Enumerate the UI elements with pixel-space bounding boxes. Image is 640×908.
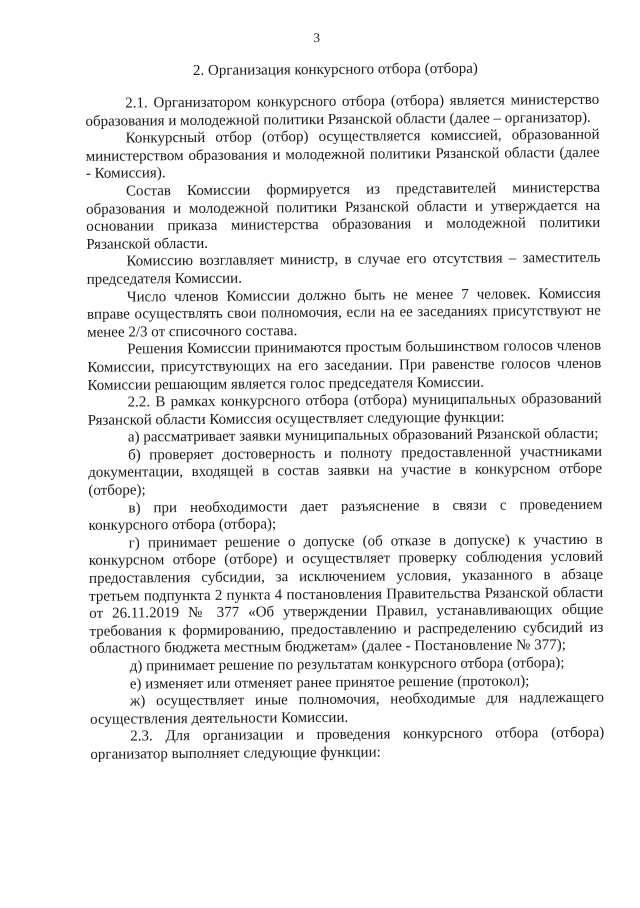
document-body bbox=[85, 92, 604, 765]
paragraph-commission-composition: Состав Комиссии формируется из представителей министерства образования и молодежной политики Рязанской области и утверждается на основании приказа министерства образования и молодежной политики Рязанской области. bbox=[86, 179, 601, 253]
list-item-e: е) изменяет или отменяет ранее принятое решение (протокол); bbox=[129, 672, 530, 693]
paragraph-commission-head: Комиссию возглавляет министр, в случае его отсутствия – заместитель председателя Комиссии. bbox=[86, 250, 601, 288]
paragraph-decisions: Решения Комиссии принимаются простым большинством голосов членов Комиссии, присутствующих на его заседании. При равенстве голосов членов Комиссии решающим является голос председателя Комиссии. bbox=[87, 338, 602, 394]
paragraph-members-count: Число членов Комиссии должно быть не менее 7 человек. Комиссия вправе осуществлять свои полномочия, если на ее заседаниях присутствуют не менее 2/3 от списочного состава. bbox=[86, 285, 601, 341]
paragraph-commission-formed: Конкурсный отбор (отбор) осуществляется комиссией, образованной министерством образования и молодежной политики Рязанской области (далее - Комиссия). bbox=[85, 126, 600, 183]
list-item-zh: ж) осуществляет иные полномочия, необходимые для надлежащего осуществления деятельности Комиссии. bbox=[90, 689, 605, 728]
list-item-b: б) проверяет достоверность и полноту предоставленной участниками документации, входящей в состав заявки на участие в конкурсном отборе (отборе); bbox=[88, 443, 603, 499]
list-item-a: а) рассматривает заявки муниципальных образований Рязанской области; bbox=[127, 426, 599, 446]
list-item-d: д) принимает решение по результатам конкурсного отбора (отбора); bbox=[129, 655, 565, 675]
section-heading: 2. Организация конкурсного отбора (отбора) bbox=[192, 60, 478, 79]
paragraph-2-2: 2.2. В рамках конкурсного отбора (отбора) муниципальных образований Рязанской области Комиссия осуществляет следующие функции: bbox=[87, 390, 602, 429]
page-number: 3 bbox=[313, 29, 321, 46]
paragraph-2-1: 2.1. Организатором конкурсного отбора (отбора) является министерство образования и молодежной политики Рязанской области (далее – организатор). bbox=[85, 91, 600, 130]
list-item-g: г) принимает решение о допуске (об отказе в допуске) к участию в конкурсном отборе (отборе) и осуществляет проверку соблюдения условий предоставления субсидии, за исключением условия, указанного в абзаце третьем подпункта 2 пункта 4 постановления Правительства Рязанской области от 26.11.2019 № 377 «Об утверждении Правил, устанавливающих общие требования к формированию, предоставлению и распределению субсидий из областного бюджета местным бюджетам» (далее - Постановление № 377); bbox=[88, 531, 604, 658]
list-item-v: в) при необходимости дает разъяснение в связи с проведением конкурсного отбора (отбора); bbox=[88, 496, 603, 535]
paragraph-2-3: 2.3. Для организации и проведения конкурсного отбора (отбора) организатор выполняет следующие функции: bbox=[90, 725, 605, 763]
